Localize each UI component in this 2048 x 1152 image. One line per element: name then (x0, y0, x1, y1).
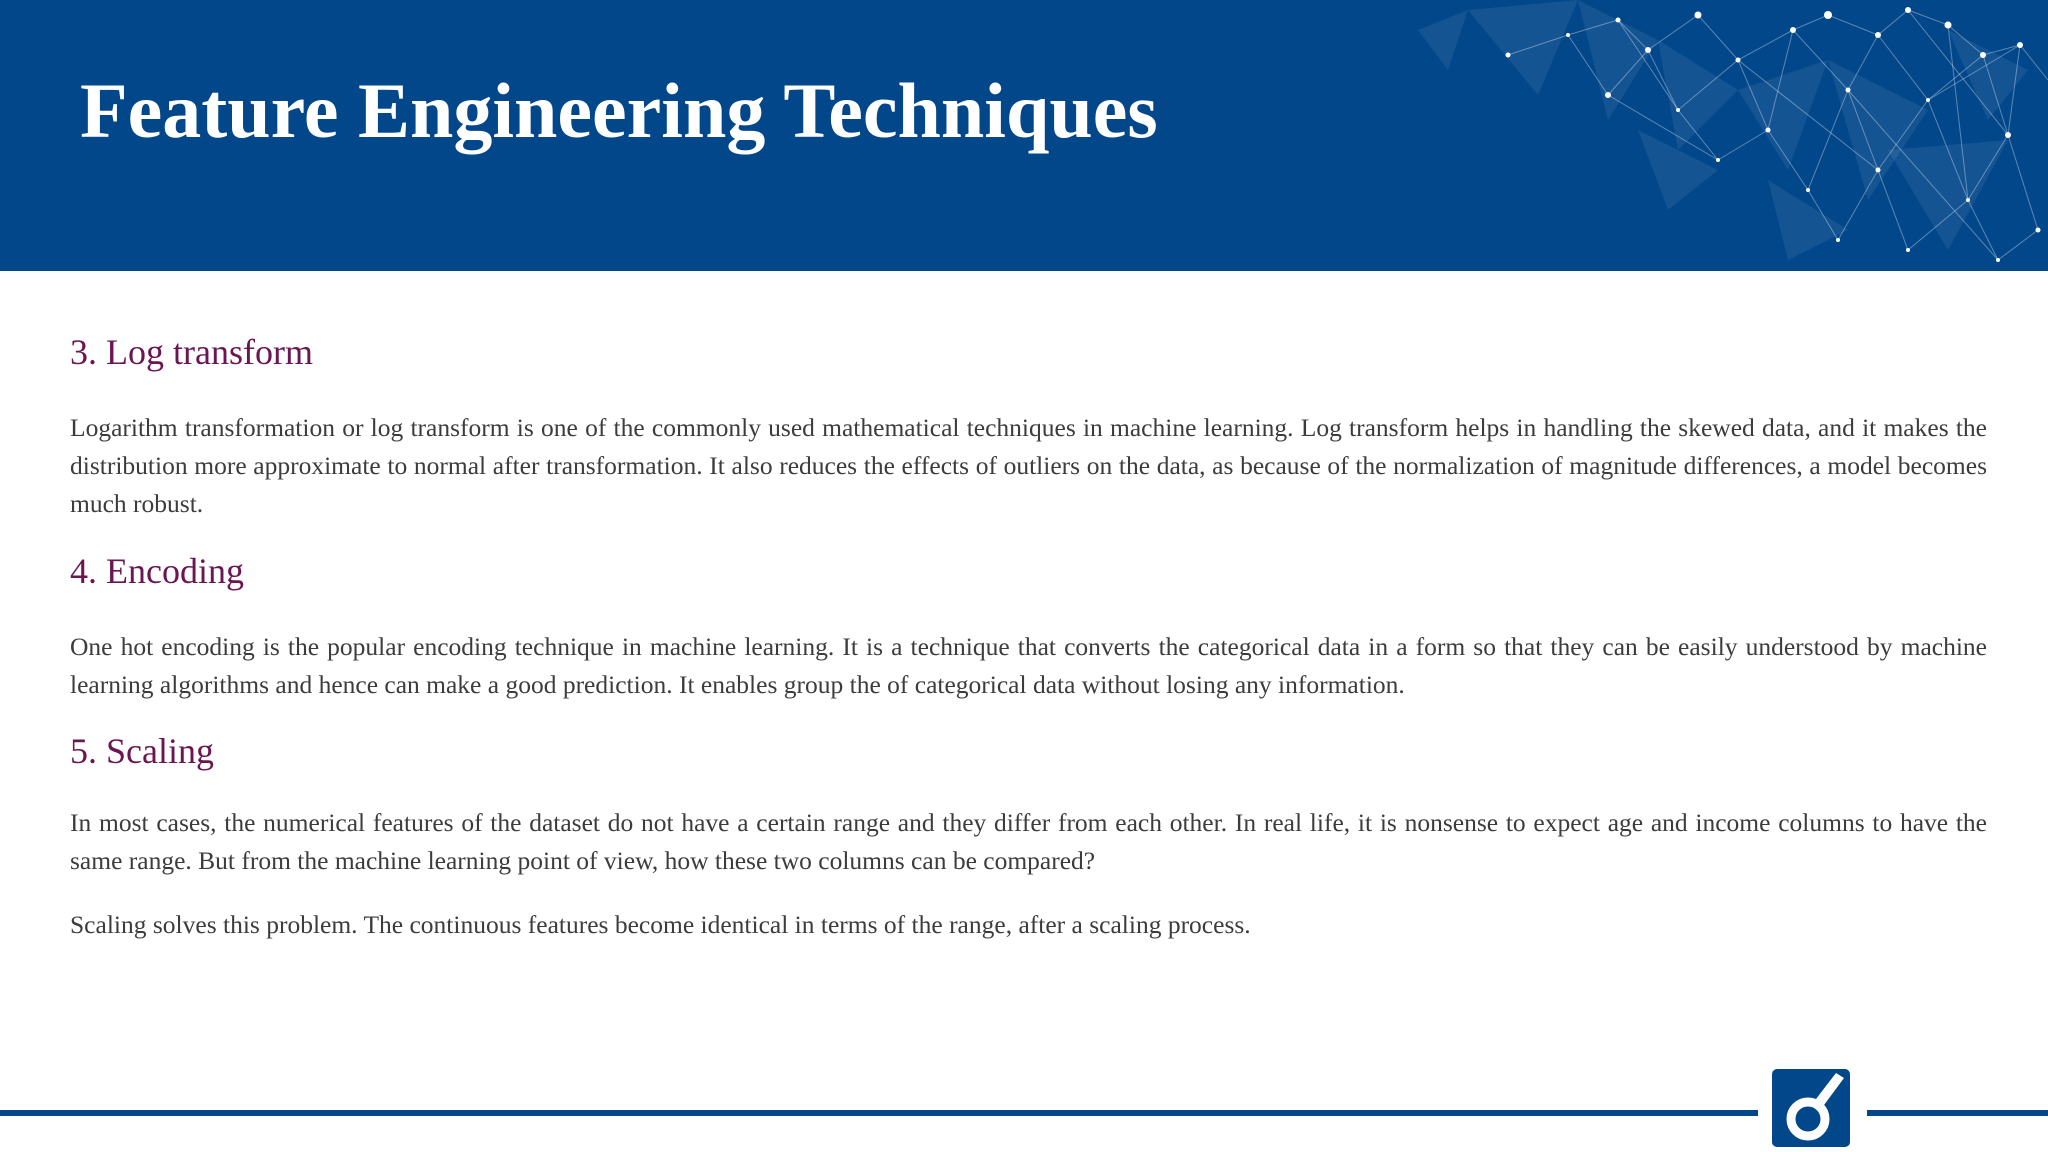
section-heading-encoding: 4. Encoding (70, 551, 244, 592)
section-heading-scaling: 5. Scaling (70, 731, 214, 772)
section-heading-log-transform: 3. Log transform (70, 332, 313, 372)
footer-line-right (1867, 1110, 2048, 1116)
slide-content (70, 320, 1987, 944)
scaling-paragraph: In most cases, the numerical features of the dataset do not have a certain range and they differ from each other. In real life, it is nonsense to expect age and income columns to have the same range. But from the machine learning point of view, how these two columns can be compared? (70, 807, 1987, 875)
log-transform-paragraph: Logarithm transformation or log transform is one of the commonly used mathematical techniques in machine learning. Log transform helps in handling the skewed data, and it makes the distribution more approximate to normal after transformation. It also reduces the effects of outliers on the data, as because of the normalization of magnitude differences, a model becomes much robust. (70, 413, 1987, 519)
page-title: Feature Engineering Techniques (80, 67, 1158, 154)
footer-line-left (0, 1110, 1758, 1116)
encoding-paragraph: One hot encoding is the popular encoding technique in machine learning. It is a technique that converts the categorical data in a form so that they can be easily understood by machine learning algorithms and hence can make a good prediction. It enables group the of categorical data without losing any information. (70, 632, 1987, 700)
header-banner (0, 0, 2048, 271)
network-graph-icon (1408, 0, 2048, 271)
brand-logo-icon (1772, 1069, 1850, 1147)
scaling-summary-paragraph: Scaling solves this problem. The continuous features become identical in terms of the range, after a scaling process. (70, 909, 1251, 939)
